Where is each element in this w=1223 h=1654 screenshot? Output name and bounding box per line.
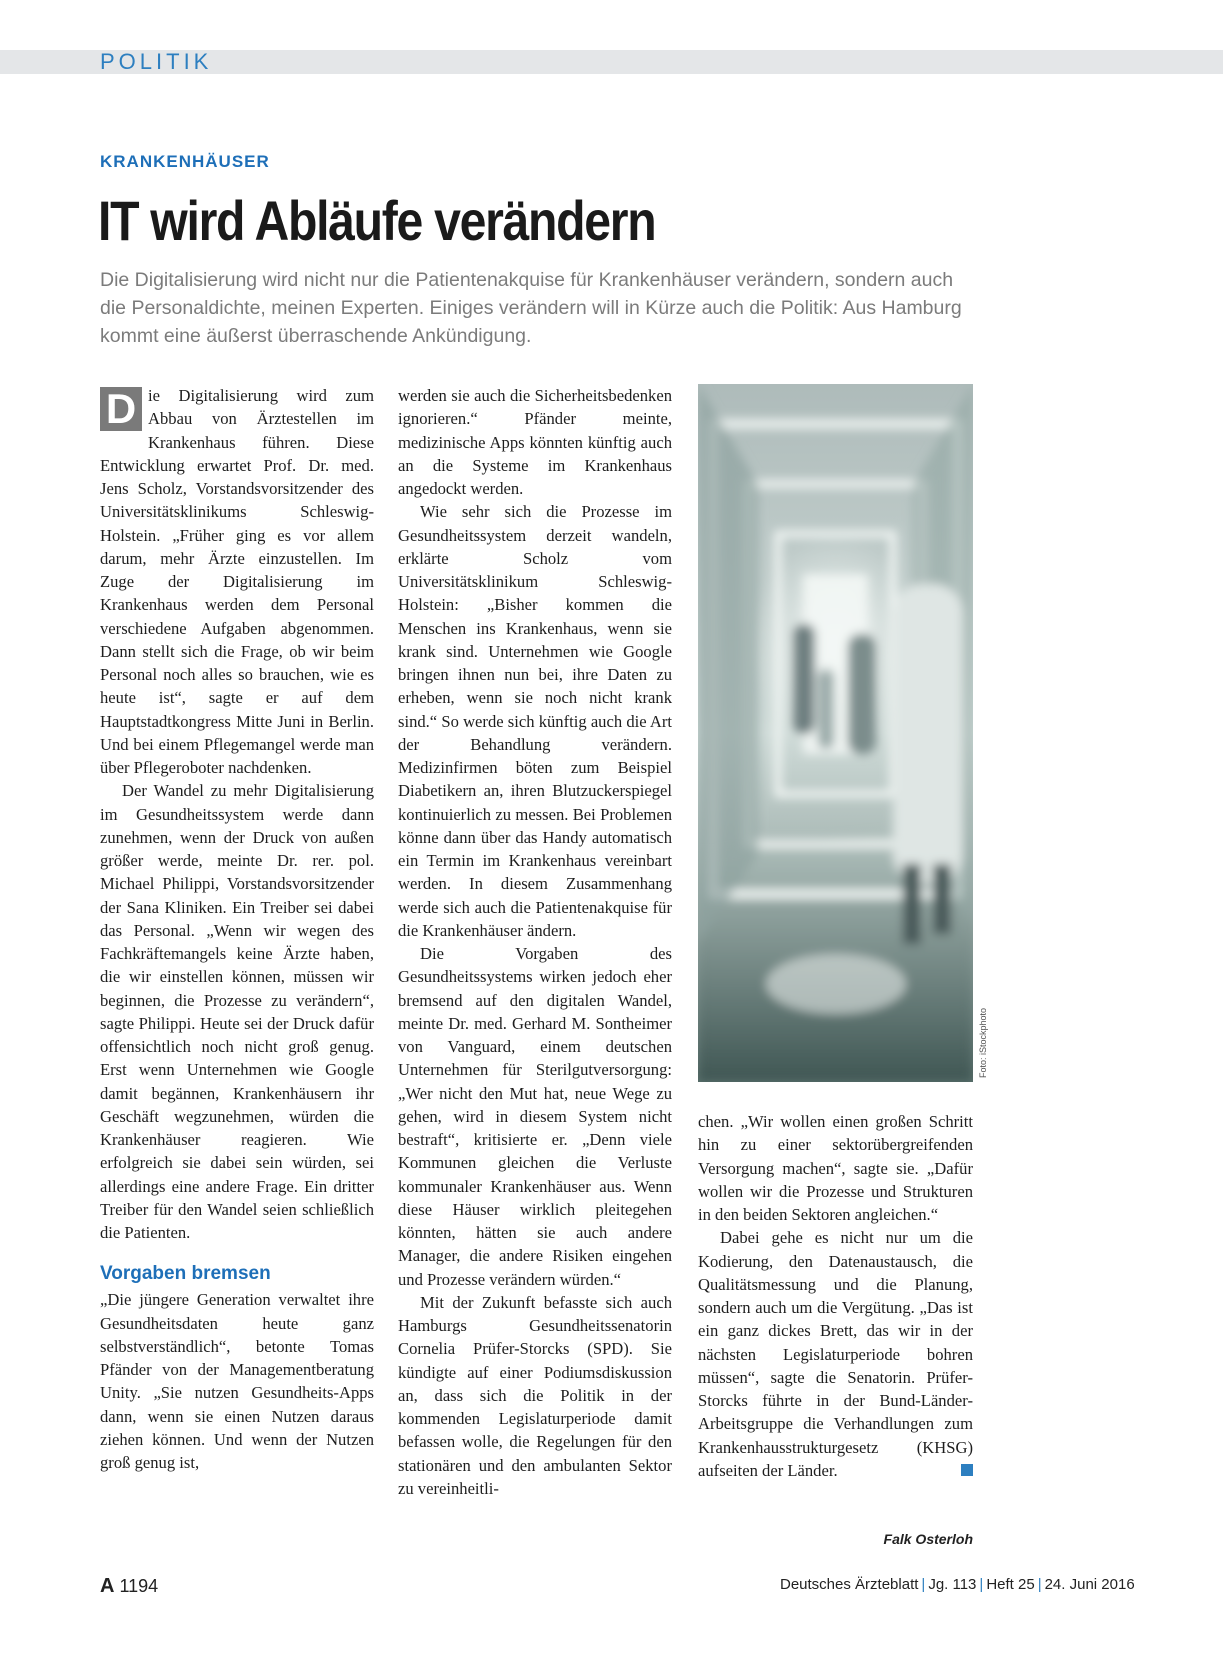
volume: Jg. 113 (928, 1576, 977, 1593)
article-title: IT wird Abläufe verändern (98, 189, 656, 252)
paragraph: Die Vorgaben des Gesundheitssystems wirken jedoch eher bremsend auf den digitalen Wandel, meinte Dr. med. Gerhard M. Sontheimer von Vanguard, einem deutschen Unternehmen für Sterilgutversorgung: „Wer nicht den Mut hat, neue Wege zu gehen, wird in diesem System nicht bestraft“, kritisierte er. „Denn viele Kommunen gleichen die Verluste kommunaler Krankenhäuser aus. Wenn diese Häuser wirklich pleitegehen könnten, hätten sie auch andere Manager, die andere Risiken eingehen und Prozesse verändern würden.“ (398, 944, 672, 1289)
paragraph: D ie Digitalisierung wird zum Abbau von Ärztestellen im Krankenhaus führen. Diese Entwicklung erwartet Prof. Dr. med. Jens Scholz, Vorstandsvorsitzender des Universitätsklinikums Schleswig-Holstein. „Früher ging es vor allem darum, mehr Ärzte einzustellen. Im Zuge der Digitalisierung im Krankenhaus werden dem Personal verschiedene Aufgaben abgenommen. Dann stellt sich die Frage, ob wir beim Personal noch alles so brauchen, wie es heute ist“, sagte er auf dem Hauptstadtkongress Mitte Juni in Berlin. Und bei einem Pflegemangel werde man über Pflegeroboter nachdenken. (100, 385, 374, 777)
subheading: Vorgaben bremsen (100, 1263, 271, 1285)
text-column-2 (398, 384, 672, 1500)
paragraph: Der Wandel zu mehr Digitalisierung im Gesundheitssystem werde dann zunehmen, wenn der Druck von außen größer werde, meinte Dr. rer. pol. Michael Philippi, Vorstandsvorsitzender der Sana Kliniken. Ein Treiber sei dabei das Personal. „Wenn wir wegen des Fachkräftemangels keine Ärzte haben, die wir einstellen können, müssen wir beginnen, die Prozesse zu verändern“, sagte Philippi. Heute sei der Druck dafür offensichtlich noch nicht groß genug. Erst wenn Unternehmen wie Google damit begännen, Krankenhäusern ihr Geschäft wegzunehmen, würden die Krankenhäuser reagieren. Wie erfolgreich sie dabei sein würden, sei allerdings eine andere Frage. Ein dritter Treiber für den Wandel seien schließlich die Patienten. (100, 781, 374, 1242)
paragraph: „Die jüngere Generation verwaltet ihre Gesundheitsdaten heute ganz selbstverständlich“, betonte Tomas Pfänder von der Managementberatung Unity. „Sie nutzen Gesundheits-Apps dann, wenn sie einen Nutzen daraus ziehen können. Und wenn der Nutzen groß genug ist, (100, 1290, 374, 1472)
hospital-corridor-photo (698, 384, 973, 1082)
paragraph: Wie sehr sich die Prozesse im Gesundheitssystem derzeit wandeln, erklärte Scholz vom Universitätsklinikum Schleswig-Holstein: „Bisher kommen die Menschen ins Krankenhaus, wenn sie krank sind. Unternehmen wie Google bringen ihnen nun bei, ihre Daten zu erheben, wenn sie noch nicht krank sind.“ So werde sich künftig auch die Art der Behandlung verändern. Medizinfirmen böten zum Beispiel Diabetikern an, ihren Blutzuckerspiegel kontinuierlich zu messen. Bei Problemen könne dann über das Handy automatisch ein Termin im Krankenhaus vereinbart werden. In diesem Zusammenhang werde sich auch die Patientenakquise für die Krankenhäuser ändern. (398, 502, 672, 940)
page-number: A 1194 (100, 1575, 159, 1597)
journal-footer: Deutsches Ärzteblatt | Jg. 113 | Heft 25 | 24. Juni 2016 (780, 1576, 1135, 1593)
issue: Heft 25 (986, 1576, 1035, 1593)
paragraph: Dabei gehe es nicht nur um die Kodierung, den Datenaustausch, die Qualitätsmessung und die Planung, sondern auch um die Vergütung. „Das ist ein ganz dickes Brett, das wir in der nächsten Legislaturperiode bohren müssen“, sagte die Senatorin. Prüfer-Storcks führte in der Bund-Länder-Arbeitsgruppe die Verhandlungen zum Krankenhausstrukturgesetz (KHSG) aufseiten der Länder. (698, 1228, 973, 1480)
article-lead: Die Digitalisierung wird nicht nur die Patientenakquise für Krankenhäuser verändern, sondern auch die Personaldichte, meinen Experten. Einiges verändern will in Kürze auch die Politik: Aus Hamburg kommt eine äußerst überraschende Ankündigung. (100, 269, 962, 347)
drop-cap: D (100, 387, 142, 431)
photo-credit: Foto: iStockphoto (978, 1007, 988, 1078)
journal-name: Deutsches Ärzteblatt (780, 1576, 919, 1593)
text-column-1 (100, 384, 374, 1474)
article-kicker: KRANKENHÄUSER (100, 152, 270, 171)
paragraph: Mit der Zukunft befasste sich auch Hamburgs Gesundheitssenatorin Cornelia Prüfer-Storcks (SPD). Sie kündigte auf einer Podiumsdiskussion an, dass sich die Politik in der kommenden Legislaturperiode damit befassen wolle, die Regelungen für den stationären und den ambulanten Sektor zu vereinheitli- (398, 1292, 672, 1498)
text-column-3 (698, 1110, 973, 1482)
end-mark-icon (961, 1464, 973, 1476)
paragraph: werden sie auch die Sicherheitsbedenken ignorieren.“ Pfänder meinte, medizinische Apps könnten künftig auch an die Systeme im Krankenhaus angedockt werden. (398, 386, 672, 498)
section-label: POLITIK (100, 49, 213, 74)
issue-date: 24. Juni 2016 (1044, 1576, 1135, 1593)
paragraph: chen. „Wir wollen einen großen Schritt hin zu einer sektorübergreifenden Versorgung machen“, sagte sie. „Dafür wollen wir die Prozesse und Strukturen in den beiden Sektoren angleichen.“ (698, 1112, 973, 1224)
author-name: Falk Osterloh (883, 1531, 973, 1547)
